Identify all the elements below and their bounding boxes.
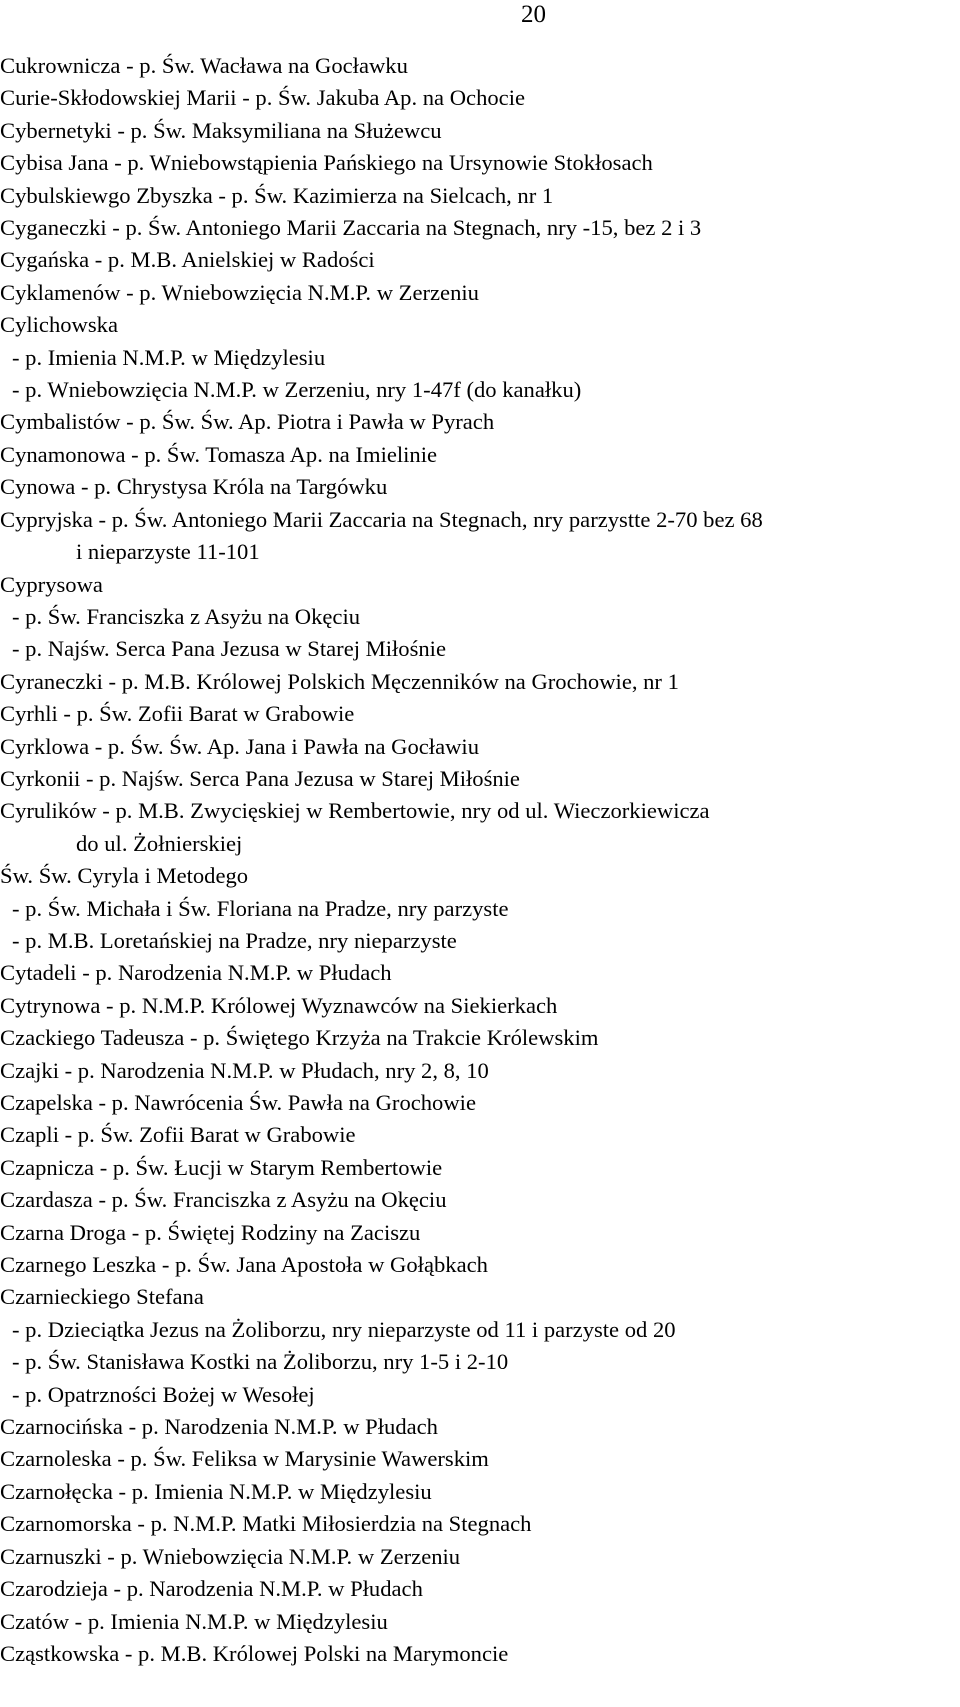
street-entry-line: Cyrkonii - p. Najśw. Serca Pana Jezusa w Starej Miłośnie bbox=[0, 765, 520, 791]
street-entry-line: Cygańska - p. M.B. Anielskiej w Radości bbox=[0, 247, 375, 273]
street-entry-line: Cyklamenów - p. Wniebowzięcia N.M.P. w Zerzeniu bbox=[0, 279, 479, 305]
street-entry-line: Czarnuszki - p. Wniebowzięcia N.M.P. w Zerzeniu bbox=[0, 1543, 461, 1569]
sub-entry-line: - p. Opatrzności Bożej w Wesołej bbox=[12, 1381, 315, 1407]
street-entry-line: Cytrynowa - p. N.M.P. Królowej Wyznawców na Siekierkach bbox=[0, 992, 558, 1018]
continuation-line: do ul. Żołnierskiej bbox=[76, 830, 243, 856]
page-number: 20 bbox=[521, 1, 546, 28]
sub-entry-line: - p. Imienia N.M.P. w Międzylesiu bbox=[12, 344, 326, 370]
street-entry-line: Czarnoleska - p. Św. Feliksa w Marysinie Wawerskim bbox=[0, 1446, 489, 1472]
street-entry-line: Św. Św. Cyryla i Metodego bbox=[0, 863, 249, 889]
street-entry-line: Czarnomorska - p. N.M.P. Matki Miłosierdzia na Stegnach bbox=[0, 1511, 532, 1537]
sub-entry-line: - p. Św. Franciszka z Asyżu na Okęciu bbox=[12, 603, 361, 629]
street-entry-line: Cyraneczki - p. M.B. Królowej Polskich Męczenników na Grochowie, nr 1 bbox=[0, 668, 679, 694]
street-entry-line: Czapelska - p. Nawrócenia Św. Pawła na Grochowie bbox=[0, 1090, 476, 1115]
street-entry-line: Czajki - p. Narodzenia N.M.P. w Płudach, nry 2, 8, 10 bbox=[0, 1057, 489, 1083]
street-entry-line: Cyrklowa - p. Św. Św. Ap. Jana i Pawła na Gocławiu bbox=[0, 733, 480, 759]
street-entry-line: Cynamonowa - p. Św. Tomasza Ap. na Imielinie bbox=[0, 441, 438, 467]
street-entry-line: Cylichowska bbox=[0, 312, 118, 338]
street-entry-line: Czarnocińska - p. Narodzenia N.M.P. w Płudach bbox=[0, 1414, 438, 1440]
street-entry-line: Czarnieckiego Stefana bbox=[0, 1284, 204, 1310]
street-entry-line: Cyganeczki - p. Św. Antoniego Marii Zaccaria na Stegnach, nry -15, bez 2 i 3 bbox=[0, 215, 702, 241]
street-entry-line: Cymbalistów - p. Św. Św. Ap. Piotra i Pawła w Pyrach bbox=[0, 409, 495, 435]
street-entry-line: Cukrownicza - p. Św. Wacława na Gocławku bbox=[0, 53, 408, 78]
street-parish-list bbox=[0, 50, 960, 1670]
street-entry-line: Czackiego Tadeusza - p. Świętego Krzyża na Trakcie Królewskim bbox=[0, 1025, 599, 1051]
street-entry-line: Cybisa Jana - p. Wniebowstąpienia Pańskiego na Ursynowie Stokłosach bbox=[0, 150, 653, 176]
street-entry-line: Czatów - p. Imienia N.M.P. w Międzylesiu bbox=[0, 1608, 388, 1634]
street-entry-line: Czarnołęcka - p. Imienia N.M.P. w Międzylesiu bbox=[0, 1478, 432, 1504]
street-entry-line: Czardasza - p. Św. Franciszka z Asyżu na Okęciu bbox=[0, 1187, 447, 1213]
continuation-line: i nieparzyste 11-101 bbox=[76, 539, 260, 565]
street-entry-line: Czarnego Leszka - p. Św. Jana Apostoła w Gołąbkach bbox=[0, 1252, 488, 1278]
street-entry-line: Czapli - p. Św. Zofii Barat w Grabowie bbox=[0, 1122, 356, 1148]
street-entry-line: Czapnicza - p. Św. Łucji w Starym Rembertowie bbox=[0, 1154, 443, 1180]
street-entry-line: Cypryjska - p. Św. Antoniego Marii Zaccaria na Stegnach, nry parzystte 2-70 bez 68 bbox=[0, 506, 763, 532]
sub-entry-line: - p. Św. Stanisława Kostki na Żoliborzu, nry 1-5 i 2-10 bbox=[12, 1349, 509, 1375]
sub-entry-line: - p. Dzieciątka Jezus na Żoliborzu, nry nieparzyste od 11 i parzyste od 20 bbox=[12, 1316, 676, 1342]
street-entry-line: Cyprysowa bbox=[0, 571, 103, 597]
street-entry-line: Czarna Droga - p. Świętej Rodziny na Zaciszu bbox=[0, 1219, 421, 1245]
sub-entry-line: - p. M.B. Loretańskiej na Pradze, nry nieparzyste bbox=[12, 927, 457, 953]
street-entry-line: Cybernetyki - p. Św. Maksymiliana na Służewcu bbox=[0, 117, 442, 143]
street-entry-line: Czarodzieja - p. Narodzenia N.M.P. w Płudach bbox=[0, 1576, 423, 1602]
street-entry-line: Cytadeli - p. Narodzenia N.M.P. w Płudach bbox=[0, 960, 392, 986]
street-entry-line: Cybulskiewgo Zbyszka - p. Św. Kazimierza na Sielcach, nr 1 bbox=[0, 182, 554, 208]
sub-entry-line: - p. Najśw. Serca Pana Jezusa w Starej Miłośnie bbox=[12, 636, 446, 662]
sub-entry-line: - p. Wniebowzięcia N.M.P. w Zerzeniu, nry 1-47f (do kanałku) bbox=[12, 377, 582, 403]
street-entry-line: Cyrhli - p. Św. Zofii Barat w Grabowie bbox=[0, 701, 355, 727]
street-entry-line: Curie-Skłodowskiej Marii - p. Św. Jakuba Ap. na Ochocie bbox=[0, 85, 526, 111]
street-entry-line: Cyrulików - p. M.B. Zwycięskiej w Rembertowie, nry od ul. Wieczorkiewicza bbox=[0, 798, 710, 824]
sub-entry-line: - p. Św. Michała i Św. Floriana na Pradze, nry parzyste bbox=[12, 895, 509, 921]
street-entry-line: Cynowa - p. Chrystysa Króla na Targówku bbox=[0, 474, 388, 500]
street-entry-line: Cząstkowska - p. M.B. Królowej Polski na Marymoncie bbox=[0, 1640, 509, 1666]
